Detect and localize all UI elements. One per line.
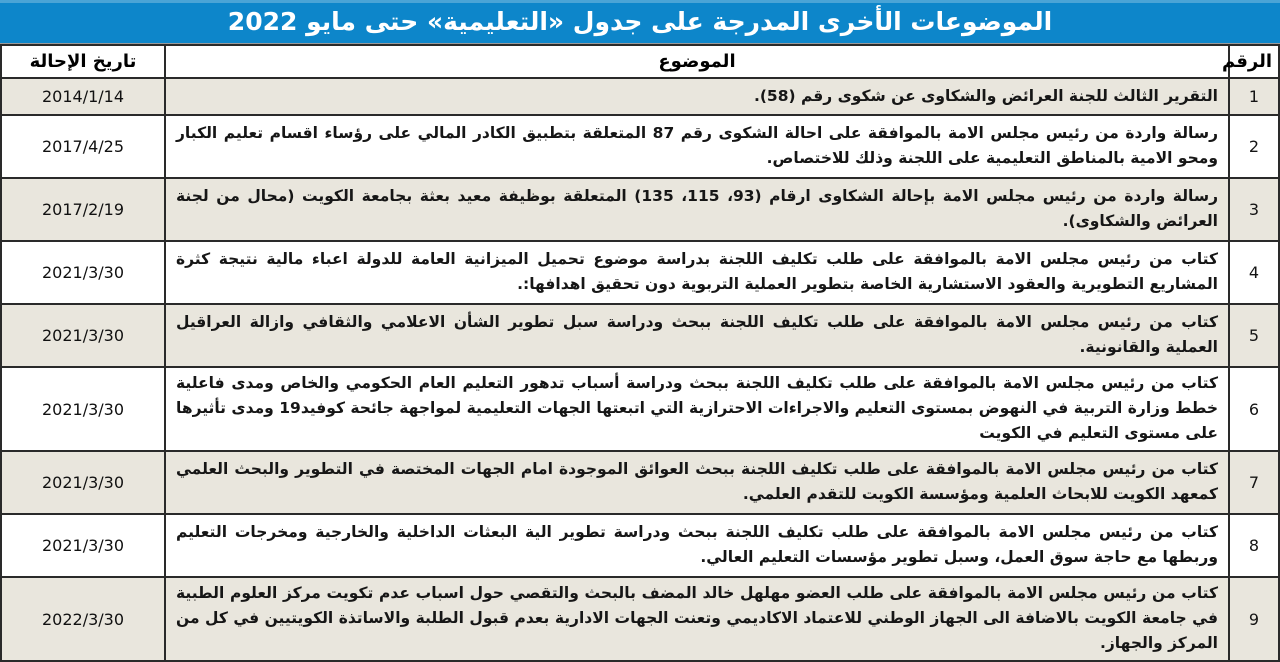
row-date-cell: 2022/3/30 <box>1 577 165 661</box>
row-topic-cell: كتاب من رئيس مجلس الامة بالموافقة على طلب العضو مهلهل خالد المضف بالبحث والتقصي حول اسباب عدم تكويت مركز العلوم الطبية في جامعة الكويت بالاضافة الى الجهاز الوطني للاعتماد الاكاديمي وتعنت الجهات الادارية بعدم قبول الطلبة والاساتذة الكويتيين في كل من المركز والجهاز. <box>165 577 1229 661</box>
row-number-cell: 9 <box>1229 577 1279 661</box>
row-number-cell: 5 <box>1229 304 1279 367</box>
table-row <box>1 577 1279 661</box>
row-topic-cell: رسالة واردة من رئيس مجلس الامة بإحالة الشكاوى ارقام (93، 115، 135) المتعلقة بوظيفة معيد بعثة بجامعة الكويت (محال من لجنة العرائض والشكاوى). <box>165 178 1229 241</box>
table-row <box>1 178 1279 241</box>
column-header-number: الرقم <box>1229 45 1279 78</box>
row-topic-cell: رسالة واردة من رئيس مجلس الامة بالموافقة على احالة الشكوى رقم 87 المتعلقة بتطبيق الكادر المالي على رؤساء اقسام تعليم الكبار ومحو الامية بالمناطق التعليمية على اللجنة وذلك للاختصاص. <box>165 115 1229 178</box>
page-title: الموضوعات الأخرى المدرجة على جدول «التعليمية» حتى مايو 2022 <box>227 6 1053 36</box>
table-row <box>1 241 1279 304</box>
column-header-date: تاريخ الإحالة <box>1 45 165 78</box>
row-number-cell: 8 <box>1229 514 1279 577</box>
row-number-cell: 3 <box>1229 178 1279 241</box>
table-title-bar <box>0 0 1280 44</box>
row-date-cell: 2021/3/30 <box>1 241 165 304</box>
table-row <box>1 367 1279 451</box>
row-date-cell: 2021/3/30 <box>1 451 165 514</box>
row-date-cell: 2014/1/14 <box>1 78 165 115</box>
row-date-cell: 2017/2/19 <box>1 178 165 241</box>
topics-table <box>0 44 1280 662</box>
row-topic-cell: كتاب من رئيس مجلس الامة بالموافقة على طلب تكليف اللجنة ببحث ودراسة أسباب تدهور التعليم العام الحكومي والخاص ومدى فاعلية خطط وزارة التربية في النهوض بمستوى التعليم والاجراءات الاحترازية التي اتبعتها الجهات التعليمية لمواجهة جائحة كوفيد19 ومدى تأثيرها على مستوى التعليم في الكويت <box>165 367 1229 451</box>
table-row <box>1 304 1279 367</box>
row-number-cell: 1 <box>1229 78 1279 115</box>
row-number-cell: 7 <box>1229 451 1279 514</box>
header-row <box>1 45 1279 78</box>
table-row <box>1 115 1279 178</box>
row-number-cell: 4 <box>1229 241 1279 304</box>
row-date-cell: 2017/4/25 <box>1 115 165 178</box>
row-number-cell: 2 <box>1229 115 1279 178</box>
row-number-cell: 6 <box>1229 367 1279 451</box>
column-header-topic: الموضوع <box>165 45 1229 78</box>
row-topic-cell: التقرير الثالث للجنة العرائض والشكاوى عن شكوى رقم (58). <box>165 78 1229 115</box>
row-date-cell: 2021/3/30 <box>1 367 165 451</box>
row-date-cell: 2021/3/30 <box>1 304 165 367</box>
table-row <box>1 514 1279 577</box>
row-date-cell: 2021/3/30 <box>1 514 165 577</box>
table-row <box>1 78 1279 115</box>
row-topic-cell: كتاب من رئيس مجلس الامة بالموافقة على طلب تكليف اللجنة بدراسة موضوع تحميل الميزانية العامة للدولة اعباء مالية نتيجة كثرة المشاريع التطويرية والعقود الاستشارية الخاصة بتطوير العملية التربوية دون تحقيق اهدافها:. <box>165 241 1229 304</box>
row-topic-cell: كتاب من رئيس مجلس الامة بالموافقة على طلب تكليف اللجنة ببحث العوائق الموجودة امام الجهات المختصة في التطوير والبحث العلمي كمعهد الكويت للابحاث العلمية ومؤسسة الكويت للتقدم العلمي. <box>165 451 1229 514</box>
row-topic-cell: كتاب من رئيس مجلس الامة بالموافقة على طلب تكليف اللجنة ببحث ودراسة تطوير الية البعثات الداخلية والخارجية ومخرجات التعليم وربطها مع حاجة سوق العمل، وسبل تطوير مؤسسات التعليم العالي. <box>165 514 1229 577</box>
table-row <box>1 451 1279 514</box>
row-topic-cell: كتاب من رئيس مجلس الامة بالموافقة على طلب تكليف اللجنة ببحث ودراسة سبل تطوير الشأن الاعلامي والثقافي وازالة العراقيل العملية والقانونية. <box>165 304 1229 367</box>
